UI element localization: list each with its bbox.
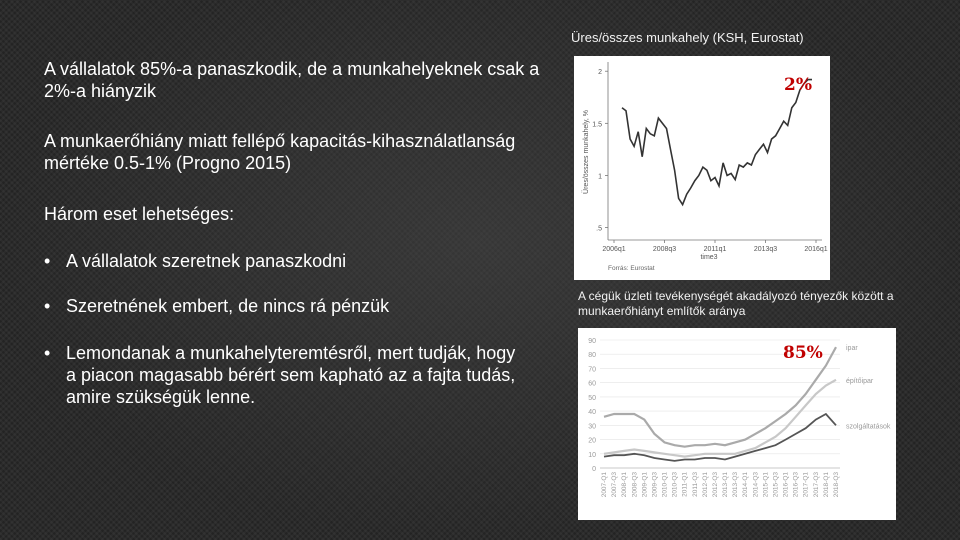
shortage-x-tick-label: 2016-Q3 — [792, 472, 800, 498]
vacancy-series-line — [622, 80, 812, 205]
labor-shortage-chart-caption: A cégük üzleti tevékenységét akadályozó tényezők között a munkaerőhiányt említők aránya — [578, 289, 894, 318]
shortage-x-tick-label: 2017-Q3 — [812, 472, 820, 498]
shortage-y-tick-label: 90 — [588, 338, 596, 345]
vacancy-y-tick-label: 1 — [598, 173, 602, 181]
shortage-x-tick-label: 2013-Q1 — [722, 472, 730, 498]
vacancy-x-axis-label: time3 — [700, 254, 718, 261]
shortage-legend-label: szolgáltatások — [846, 423, 891, 431]
shortage-x-tick-label: 2009-Q3 — [651, 472, 659, 498]
shortage-x-tick-label: 2015-Q1 — [762, 472, 770, 498]
shortage-x-tick-label: 2011-Q1 — [681, 472, 689, 497]
vacancy-source-note: Forrás: Eurostat — [608, 265, 655, 272]
vacancy-y-tick-label: 1.5 — [592, 121, 602, 129]
vacancy-x-tick-label: 2016q1 — [804, 246, 828, 253]
vacancy-chart-caption: Üres/összes munkahely (KSH, Eurostat) — [571, 30, 804, 45]
shortage-y-tick-label: 80 — [588, 352, 596, 360]
case-item-1: • A vállalatok szeretnek panaszkodni — [44, 250, 524, 272]
shortage-x-tick-label: 2012-Q3 — [711, 472, 719, 498]
shortage-x-tick-label: 2009-Q1 — [641, 472, 649, 498]
complaint-statement: A vállalatok 85%-a panaszkodik, de a munkahelyeknek csak a 2%-a hiányzik — [44, 59, 540, 101]
shortage-x-tick-label: 2015-Q3 — [772, 472, 780, 498]
shortage-x-tick-label: 2007-Q1 — [601, 472, 608, 498]
shortage-x-tick-label: 2011-Q3 — [691, 472, 699, 497]
shortage-x-tick-label: 2007-Q3 — [611, 472, 619, 498]
shortage-legend-label: építőipar — [846, 377, 874, 385]
shortage-x-tick-label: 2014-Q1 — [742, 472, 750, 498]
shortage-x-tick-label: 2016-Q1 — [782, 472, 790, 498]
cases-list — [44, 250, 524, 408]
shortage-x-tick-label: 2010-Q3 — [671, 472, 679, 498]
shortage-y-tick-label: 30 — [588, 423, 596, 431]
shortage-x-tick-label: 2014-Q3 — [752, 472, 760, 498]
labor-shortage-highlight: 85% — [783, 343, 823, 363]
labor-shortage-chart-svg — [578, 328, 896, 520]
vacancy-x-tick-label: 2008q3 — [652, 246, 677, 253]
shortage-legend-label: ipar — [846, 345, 858, 353]
shortage-x-tick-label: 2008-Q3 — [631, 472, 639, 498]
vacancy-x-tick-label: 2006q1 — [602, 246, 626, 253]
vacancy-y-tick-label: .5 — [596, 225, 602, 233]
vacancy-x-tick-label: 2011q1 — [703, 246, 727, 253]
shortage-x-tick-label: 2010-Q1 — [661, 472, 669, 498]
shortage-y-tick-label: 70 — [588, 366, 596, 374]
shortage-y-tick-label: 0 — [592, 466, 596, 473]
shortage-y-tick-label: 10 — [588, 451, 596, 459]
shortage-x-tick-label: 2017-Q1 — [802, 472, 810, 498]
case-item-2: • Szeretnének embert, de nincs rá pénzük — [44, 295, 524, 317]
case-item-3: • Lemondanak a munkahelyteremtésről, mert tudják, hogy a piacon magasabb bérért sem kapható az a fajta tudás, amire szükségük lenne. — [44, 342, 524, 408]
vacancy-highlight: 2% — [784, 75, 812, 95]
shortage-y-tick-label: 60 — [588, 380, 596, 388]
shortage-x-tick-label: 2013-Q3 — [732, 472, 740, 498]
shortage-y-tick-label: 40 — [588, 409, 596, 417]
shortage-x-tick-label: 2008-Q1 — [621, 472, 629, 498]
vacancy-y-axis-label: Üres/összes munkahely, % — [583, 110, 590, 194]
shortage-y-tick-label: 20 — [588, 437, 596, 445]
labor-shortage-chart — [578, 328, 896, 520]
shortage-x-tick-label: 2018-Q1 — [822, 472, 830, 498]
vacancy-rate-chart — [574, 56, 830, 280]
shortage-x-tick-label: 2012-Q1 — [701, 472, 709, 498]
shortage-x-tick-label: 2018-Q3 — [833, 472, 840, 498]
cases-heading: Három eset lehetséges: — [44, 204, 235, 224]
capacity-statement: A munkaerőhiány miatt fellépő kapacitás-kihasználatlanság mértéke 0.5-1% (Progno 2015) — [44, 131, 516, 173]
vacancy-y-tick-label: 2 — [598, 69, 602, 77]
shortage-y-tick-label: 50 — [588, 394, 596, 402]
vacancy-x-tick-label: 2013q3 — [753, 246, 778, 253]
